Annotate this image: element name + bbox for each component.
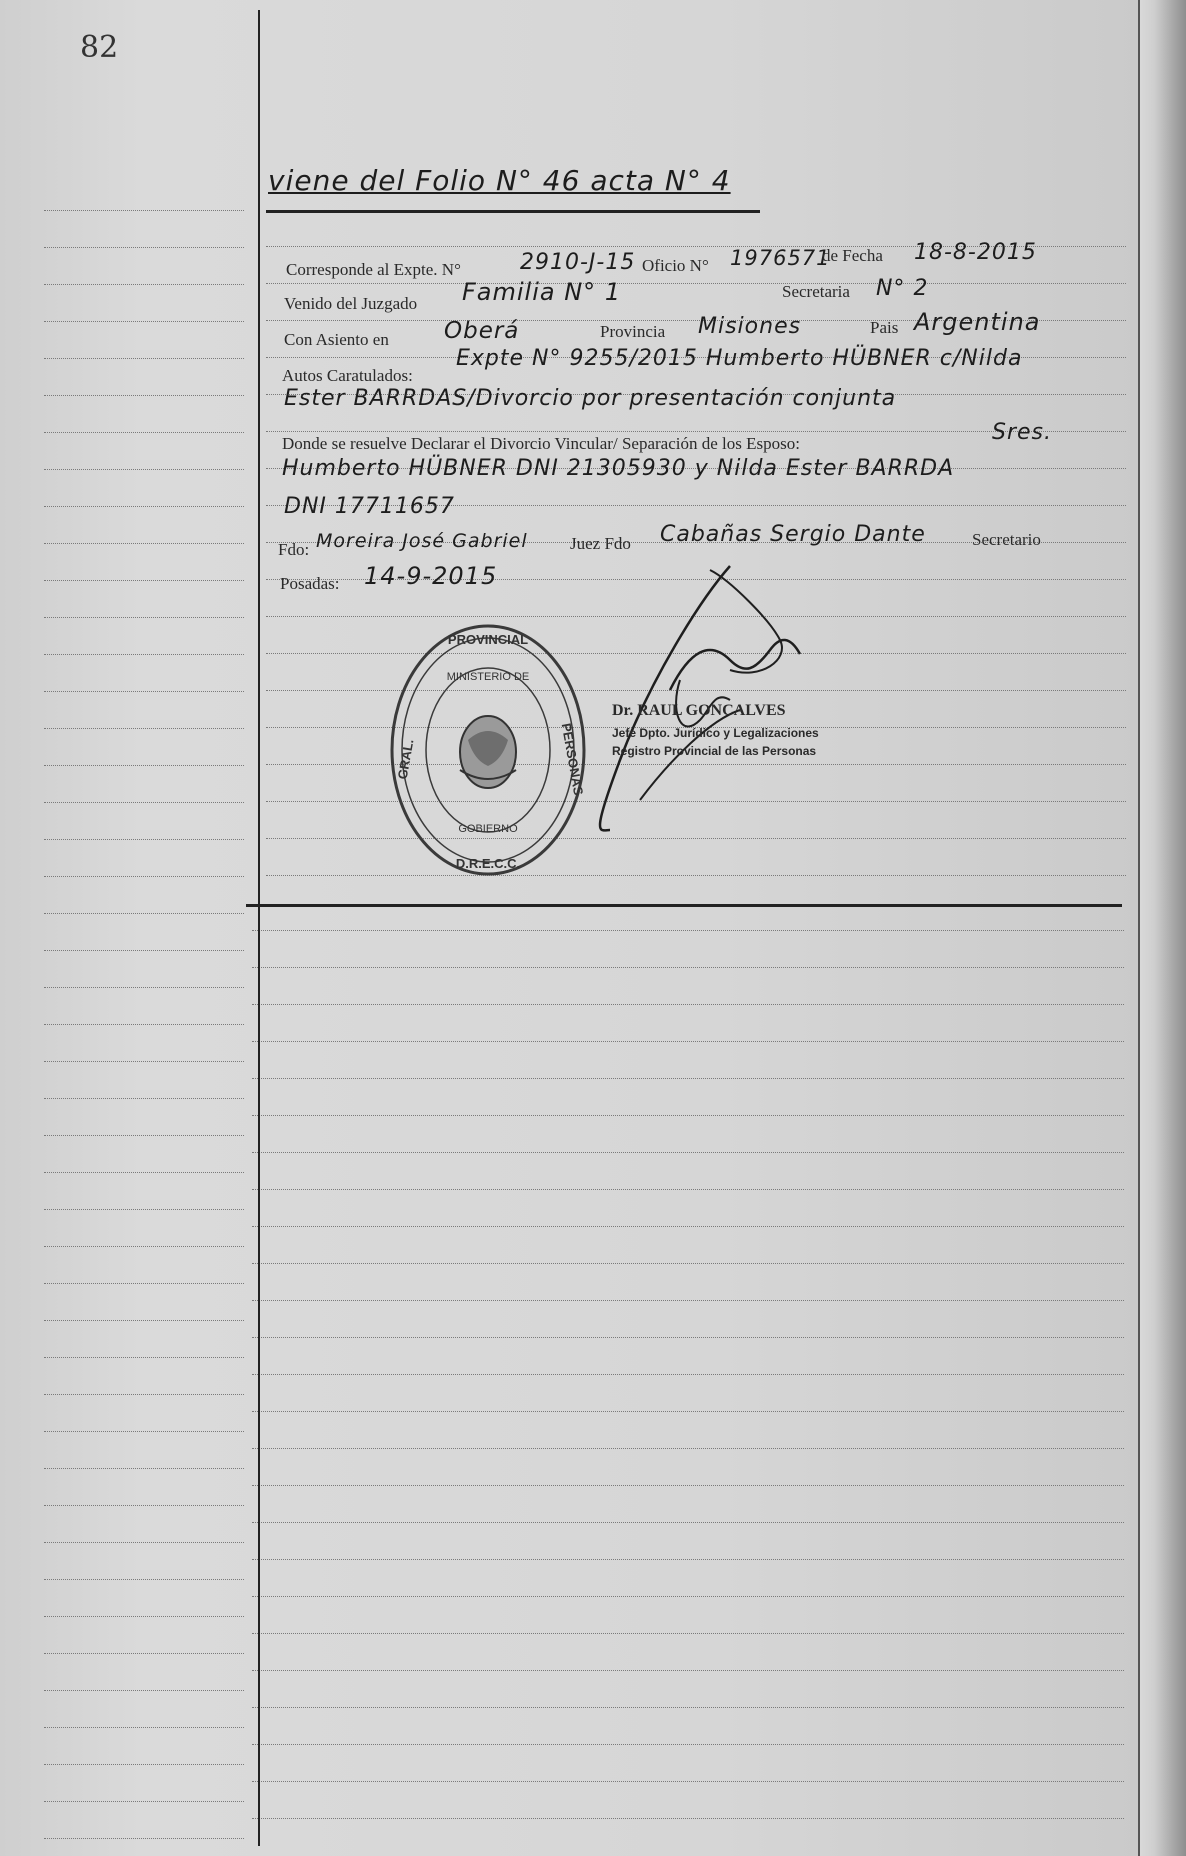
ruled-line <box>252 930 1124 931</box>
ruled-line <box>44 1764 244 1765</box>
svg-text:GRAL.: GRAL. <box>394 737 417 781</box>
svg-text:PERSONAS: PERSONAS <box>558 721 587 797</box>
ruled-line <box>252 967 1124 968</box>
ruled-line <box>44 765 244 766</box>
label-juez: Juez Fdo <box>570 534 631 553</box>
ruled-line <box>252 1374 1124 1375</box>
value-esposos-prefix: Sres. <box>992 420 1052 445</box>
svg-text:GOBIERNO: GOBIERNO <box>458 823 518 835</box>
ruled-line <box>44 580 244 581</box>
ruled-line <box>44 617 244 618</box>
ruled-line <box>44 1505 244 1506</box>
ruled-line <box>252 1744 1124 1745</box>
ruled-line <box>44 1579 244 1580</box>
ruled-line <box>44 1172 244 1173</box>
value-secretaria: N° 2 <box>876 276 929 301</box>
value-esposos-line2: DNI 17711657 <box>284 494 455 519</box>
value-juzgado: Familia N° 1 <box>462 278 622 306</box>
ruled-line <box>252 1448 1124 1449</box>
value-esposos-line1: Humberto HÜBNER DNI 21305930 y Nilda Ester BARRDA <box>282 456 955 481</box>
page-edge <box>1138 0 1186 1856</box>
ruled-line <box>44 210 244 211</box>
ruled-line <box>44 1357 244 1358</box>
ruled-line <box>44 1801 244 1802</box>
value-expte: 2910-J-15 <box>520 250 636 275</box>
ruled-line <box>252 1078 1124 1079</box>
ruled-line <box>252 1707 1124 1708</box>
svg-text:PROVINCIAL: PROVINCIAL <box>447 632 529 647</box>
ruled-line <box>252 1522 1124 1523</box>
ruled-line <box>44 1320 244 1321</box>
value-provincia: Misiones <box>698 314 802 339</box>
ruled-line <box>44 1838 244 1839</box>
handwritten-signature <box>580 560 840 840</box>
ruled-line <box>44 358 244 359</box>
official-seal <box>388 620 588 880</box>
header-underline <box>266 210 760 213</box>
value-fdo: Moreira José Gabriel <box>316 530 528 552</box>
label-secretaria: Secretaria <box>782 282 850 301</box>
svg-text:MINISTERIO DE: MINISTERIO DE <box>446 671 530 683</box>
value-fecha: 18-8-2015 <box>914 240 1037 265</box>
ruled-line <box>44 876 244 877</box>
value-autos-line2: Ester BARRDAS/Divorcio por presentación conjunta <box>284 386 897 411</box>
ruled-line <box>44 1061 244 1062</box>
ruled-line <box>44 395 244 396</box>
ruled-line <box>252 1411 1124 1412</box>
ruled-line <box>44 506 244 507</box>
value-autos-line1: Expte N° 9255/2015 Humberto HÜBNER c/Nilda <box>456 346 1023 371</box>
label-juzgado: Venido del Juzgado <box>284 294 418 313</box>
ruled-line <box>44 1098 244 1099</box>
ruled-line <box>44 728 244 729</box>
ruled-line <box>44 469 244 470</box>
label-secretario: Secretario <box>972 530 1041 549</box>
ruled-line <box>266 283 1126 284</box>
value-juez: Cabañas Sergio Dante <box>660 522 926 547</box>
value-pais: Argentina <box>914 308 1041 336</box>
ruled-line <box>252 1559 1124 1560</box>
ruled-line <box>252 1152 1124 1153</box>
ruled-line <box>44 1283 244 1284</box>
label-autos: Autos Caratulados: <box>282 366 413 385</box>
ruled-line <box>252 1004 1124 1005</box>
value-posadas: 14-9-2015 <box>364 562 498 590</box>
ruled-line <box>44 1690 244 1691</box>
value-oficio: 1976571 <box>730 246 831 270</box>
ruled-line <box>44 1616 244 1617</box>
label-expte: Corresponde al Expte. N° <box>286 260 461 279</box>
ruled-line <box>252 1485 1124 1486</box>
label-posadas: Posadas: <box>280 574 340 593</box>
ruled-line <box>252 1818 1124 1819</box>
label-provincia: Provincia <box>600 322 666 341</box>
signature-block <box>612 702 819 758</box>
page-number: 82 <box>80 30 119 65</box>
signatory-name: Dr. RAUL GONCALVES <box>612 702 786 719</box>
ruled-line <box>44 987 244 988</box>
ruled-line <box>44 1468 244 1469</box>
ruled-line <box>44 950 244 951</box>
ruled-line <box>252 1781 1124 1782</box>
signatory-office: Registro Provincial de las Personas <box>612 744 817 758</box>
ruled-line <box>252 1041 1124 1042</box>
ruled-line <box>252 1300 1124 1301</box>
ruled-line <box>44 839 244 840</box>
ruled-line <box>44 1209 244 1210</box>
label-oficio: Oficio N° <box>642 256 709 275</box>
ruled-line <box>44 1431 244 1432</box>
ruled-line <box>44 913 244 914</box>
ruled-line <box>44 543 244 544</box>
ruled-line <box>252 1263 1124 1264</box>
signatory-title: Jefe Dpto. Jurídico y Legalizaciones <box>612 726 819 740</box>
ruled-line <box>252 1633 1124 1634</box>
label-fecha: de Fecha <box>822 246 883 265</box>
ruled-line <box>44 1653 244 1654</box>
ruled-line <box>44 654 244 655</box>
ruled-line <box>44 1135 244 1136</box>
value-asiento: Oberá <box>444 318 520 344</box>
ruled-line <box>44 1727 244 1728</box>
ruled-line <box>44 1542 244 1543</box>
label-pais: Pais <box>870 318 899 337</box>
ruled-line <box>44 802 244 803</box>
ruled-line <box>44 432 244 433</box>
ruled-line <box>44 247 244 248</box>
ruled-line <box>252 1115 1124 1116</box>
left-margin-line <box>258 10 260 1846</box>
ruled-line <box>44 321 244 322</box>
ruled-line <box>44 284 244 285</box>
ruled-line <box>44 1246 244 1247</box>
entry-separator-line <box>246 904 1122 907</box>
label-asiento: Con Asiento en <box>284 330 389 349</box>
ruled-line <box>44 1024 244 1025</box>
ruled-line <box>44 691 244 692</box>
label-fdo: Fdo: <box>278 540 310 559</box>
ruled-line <box>252 1596 1124 1597</box>
ruled-line <box>252 1670 1124 1671</box>
label-donde: Donde se resuelve Declarar el Divorcio Vincular/ Separación de los Esposo: <box>282 434 800 453</box>
ruled-line <box>252 1226 1124 1227</box>
ruled-line <box>252 1337 1124 1338</box>
ruled-line <box>44 1394 244 1395</box>
header-note: viene del Folio N° 46 acta N° 4 <box>268 164 731 197</box>
svg-text:D.R.E.C.C.: D.R.E.C.C. <box>455 856 521 871</box>
ruled-line <box>252 1189 1124 1190</box>
